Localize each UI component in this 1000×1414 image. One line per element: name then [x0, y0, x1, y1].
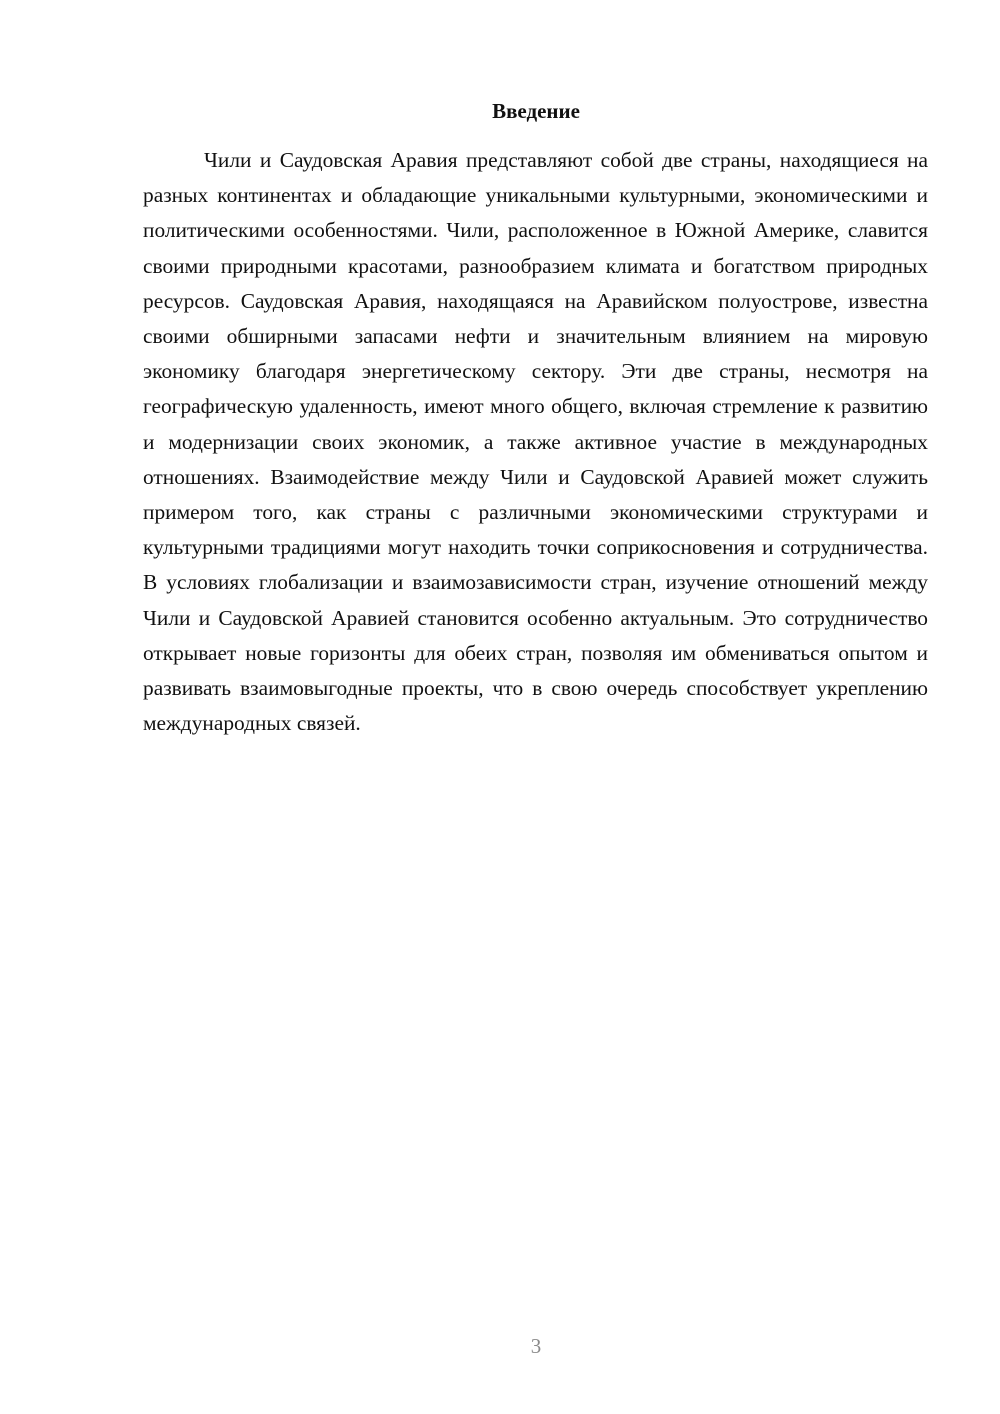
section-heading: Введение	[492, 99, 580, 123]
page-number: 3	[530, 1334, 542, 1358]
body-paragraph: Чили и Саудовская Аравия представляют собой две страны, находящиеся на разных континентах и обладающие уникальными культурными, экономическими и политическими особенностями. Чили, расположенное в Южной Америке, славится своими природными красотами, разнообразием климата и богатством природных ресурсов. Саудовская Аравия, находящаяся на Аравийском полуострове, известна своими обширными запасами нефти и значительным влиянием на мировую экономику благодаря энергетическому сектору. Эти две страны, несмотря на географическую удаленность, имеют много общего, включая стремление к развитию и модернизации своих экономик, а также активное участие в международных отношениях. Взаимодействие между Чили и Саудовской Аравией может служить примером того, как страны с различными экономическими структурами и культурными традициями могут находить точки соприкосновения и сотрудничества. В условиях глобализации и взаимозависимости стран, изучение отношений между Чили и Саудовской Аравией становится особенно актуальным. Это сотрудничество открывает новые горизонты для обеих стран, позволяя им обмениваться опытом и развивать взаимовыгодные проекты, что в свою очередь способствует укреплению международных связей.	[143, 148, 928, 736]
